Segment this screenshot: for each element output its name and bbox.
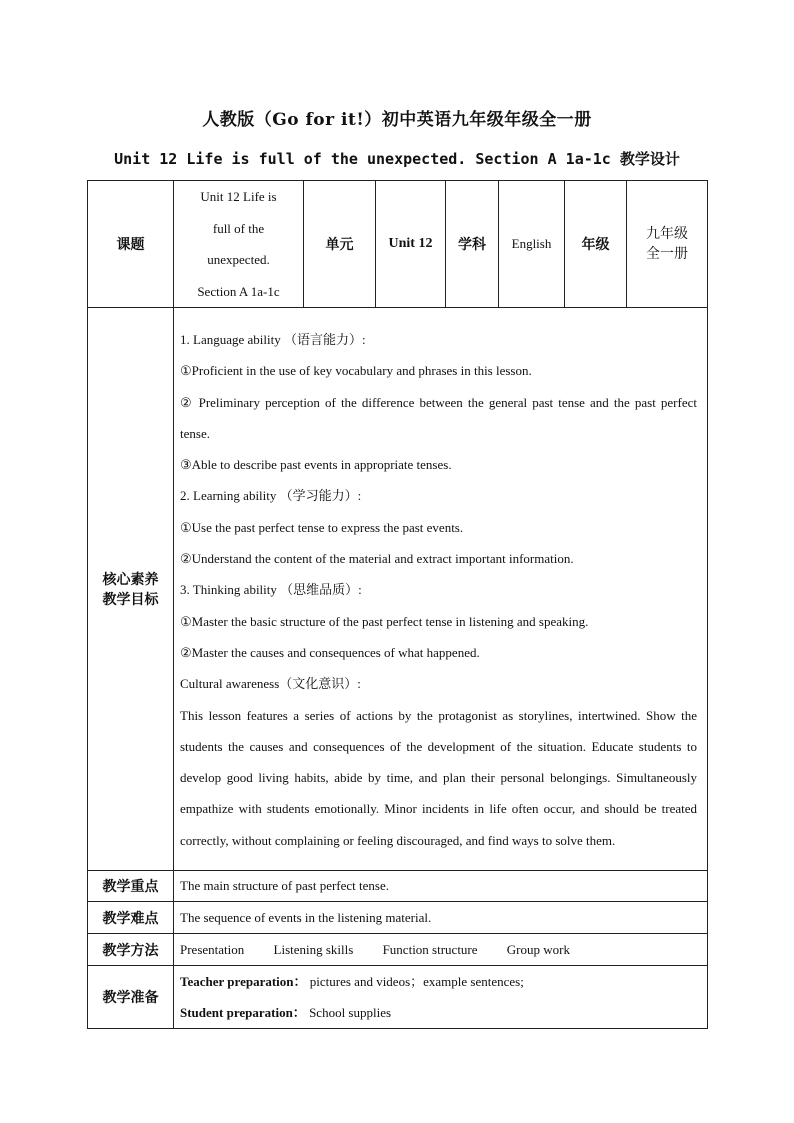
method-item: Function structure <box>382 941 478 957</box>
subject-value: English <box>499 181 565 308</box>
methods-label: 教学方法 <box>88 934 174 966</box>
goal-line: ③Able to describe past events in appropriate tenses. <box>180 457 452 473</box>
document-title: 人教版（Go for it!）初中英语九年级年级全一册 <box>202 110 592 130</box>
topic-label: 课题 <box>88 181 174 308</box>
teacher-preparation: Teacher preparation： pictures and videos；example sentences; <box>180 974 524 989</box>
goal-line: ①Master the basic structure of the past perfect tense in listening and speaking. <box>180 613 589 629</box>
key-point-label: 教学重点 <box>88 871 174 902</box>
grade-label: 年级 <box>565 181 627 308</box>
unit-value: Unit 12 <box>376 181 446 308</box>
method-item: Group work <box>506 941 570 957</box>
goal-line: ②Understand the content of the material and extract important information. <box>180 551 574 567</box>
method-item: Listening skills <box>273 941 354 957</box>
header-row <box>88 181 708 308</box>
goal-line: ②Master the causes and consequences of what happened. <box>180 644 480 660</box>
key-point-value: The main structure of past perfect tense. <box>174 871 708 902</box>
difficulty-value: The sequence of events in the listening material. <box>174 902 708 934</box>
topic-value: Unit 12 Life is full of the unexpected. Section A 1a-1c <box>174 181 304 308</box>
lesson-plan-table <box>87 180 708 1029</box>
preparation-value <box>174 966 708 1029</box>
key-point-row <box>88 871 708 902</box>
subject-label: 学科 <box>446 181 499 308</box>
goals-label: 核心素养 教学目标 <box>88 308 174 871</box>
goal-line: ①Use the past perfect tense to express the past events. <box>180 519 464 535</box>
goal-line: 3. Thinking ability （思维品质）: <box>180 582 362 598</box>
methods-row <box>88 934 708 966</box>
document-subtitle: Unit 12 Life is full of the unexpected. Section A 1a-1c 教学设计 <box>114 150 680 168</box>
goal-line: ② Preliminary perception of the difference between the general past tense and the past perfect tense. <box>180 394 697 441</box>
goal-line: Cultural awareness（文化意识）: <box>180 676 361 692</box>
goals-content <box>174 308 708 871</box>
goals-row <box>88 308 708 871</box>
method-item: Presentation <box>180 941 245 957</box>
difficulty-row <box>88 902 708 934</box>
preparation-row <box>88 966 708 1029</box>
preparation-label: 教学准备 <box>88 966 174 1029</box>
difficulty-label: 教学难点 <box>88 902 174 934</box>
student-preparation: Student preparation： School supplies <box>180 1005 392 1020</box>
goal-line: ①Proficient in the use of key vocabulary and phrases in this lesson. <box>180 363 532 379</box>
goal-line: 2. Learning ability （学习能力）: <box>180 488 362 504</box>
grade-value: 九年级 全一册 <box>627 181 708 308</box>
methods-value <box>174 934 708 966</box>
cultural-paragraph: This lesson features a series of actions by the protagonist as storylines, intertwined. Show the students the causes and consequences of the development of the situation. Educate students to develop good living habits, abide by time, and plan their personal belongings. Simultaneously empathize with students emotionally. Minor incidents in life often occur, and should be treated correctly, without complaining or feeling discouraged, and find ways to solve them. <box>180 707 697 848</box>
goal-line: 1. Language ability （语言能力）: <box>180 331 366 347</box>
unit-label: 单元 <box>304 181 376 308</box>
